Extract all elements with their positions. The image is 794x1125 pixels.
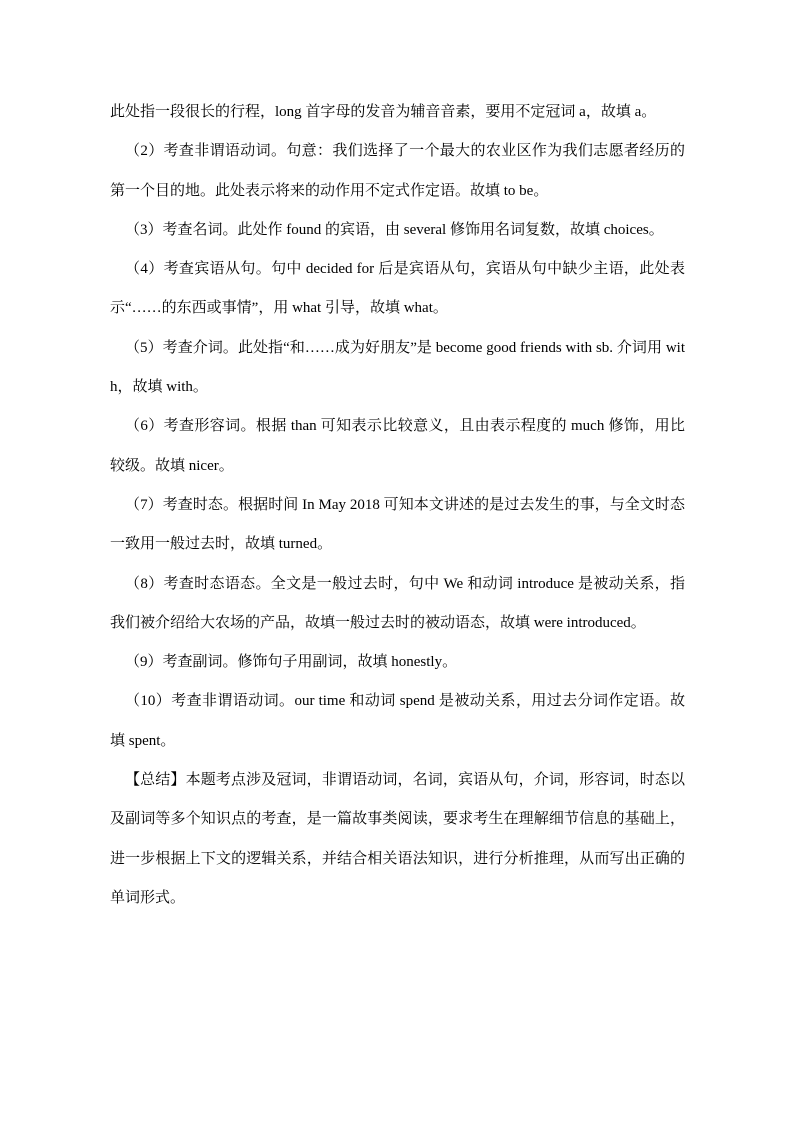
paragraph-continuation: 此处指一段很长的行程，long 首字母的发音为辅音音素，要用不定冠词 a，故填 a。 [110,104,657,120]
answer-explanation-4: （4）考查宾语从句。句中 decided for 后是宾语从句，宾语从句中缺少主语，此处表示“……的东西或事情”，用 what 引导，故填 what。 [110,261,685,317]
summary-label: 【总结】 [125,772,186,789]
answer-explanation-2: （2）考查非谓语动词。句意：我们选择了一个最大的农业区作为我们志愿者经历的第一个目的地。此处表示将来的动作用不定式作定语。故填 to be。 [110,143,685,199]
answer-explanation-5: （5）考查介词。此处指“和……成为好朋友”是 become good friends with sb. 介词用 with，故填 with。 [110,339,685,396]
summary-paragraph [110,761,685,918]
summary-text: 本题考点涉及冠词，非谓语动词，名词，宾语从句，介词，形容词，时态以及副词等多个知识点的考查，是一篇故事类阅读，要求考生在理解细节信息的基础上，进一步根据上下文的逻辑关系，并结合相关语法知识，进行分析推理，从而写出正确的单词形式。 [110,772,685,906]
answer-explanation-6: （6）考查形容词。根据 than 可知表示比较意义，且由表示程度的 much 修饰，用比较级。故填 nicer。 [110,418,685,474]
document-body [110,93,685,918]
answer-explanation-8: （8）考查时态语态。全文是一般过去时，句中 We 和动词 introduce 是被动关系，指我们被介绍给大农场的产品，故填一般过去时的被动语态，故填 were introduced。 [110,575,685,631]
answer-explanation-10: （10）考查非谓语动词。our time 和动词 spend 是被动关系，用过去分词作定语。故填 spent。 [110,693,685,749]
answer-explanation-3: （3）考查名词。此处作 found 的宾语，由 several 修饰用名词复数，故填 choices。 [125,221,664,238]
answer-explanation-7: （7）考查时态。根据时间 In May 2018 可知本文讲述的是过去发生的事，与全文时态一致用一般过去时，故填 turned。 [110,496,685,553]
answer-explanation-9: （9）考查副词。修饰句子用副词，故填 honestly。 [125,654,458,671]
